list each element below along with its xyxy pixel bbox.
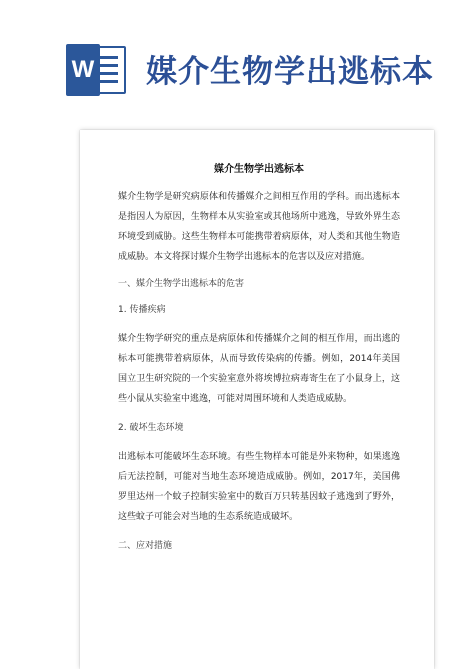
page-header	[0, 0, 474, 100]
word-document-icon	[66, 44, 128, 96]
word-icon-badge: W	[66, 44, 100, 96]
section-heading-1: 一、媒介生物学出逃标本的危害	[118, 279, 245, 289]
section-heading-2: 二、应对措施	[118, 541, 173, 551]
paragraph-2: 出逃标本可能破坏生态环境。有些生物样本可能是外来物种，如果逃逸后无法控制，可能对当地生态环境造成威胁。例如，2017年，美国佛罗里达州一个蚊子控制实验室中的数百万只转基因蚊子逃逸到了野外，这些蚊子可能会对当地的生态系统造成破坏。	[118, 452, 400, 522]
subsection-heading-1: 1. 传播疾病	[118, 305, 166, 315]
paragraph-1: 媒介生物学研究的重点是病原体和传播媒介之间的相互作用，而出逃的标本可能携带着病原体，从而导致传染病的传播。例如，2014年美国国立卫生研究院的一个实验室意外将埃博拉病毒寄生在了小鼠身上，这些小鼠从实验室中逃逸，可能对周围环境和人类造成威胁。	[118, 334, 400, 404]
subsection-heading-2: 2. 破坏生态环境	[118, 423, 184, 433]
document-heading: 媒介生物学出逃标本	[146, 54, 434, 90]
document-content	[118, 160, 400, 565]
document-title: 媒介生物学出逃标本	[214, 164, 304, 175]
intro-paragraph: 媒介生物学是研究病原体和传播媒介之间相互作用的学科。而出逃标本是指因人为原因，生物样本从实验室或其他场所中逃逸，导致外界生态环境受到威胁。这些生物样本可能携带着病原体，对人类和其他生物造成威胁。本文将探讨媒介生物学出逃标本的危害以及应对措施。	[118, 192, 400, 262]
